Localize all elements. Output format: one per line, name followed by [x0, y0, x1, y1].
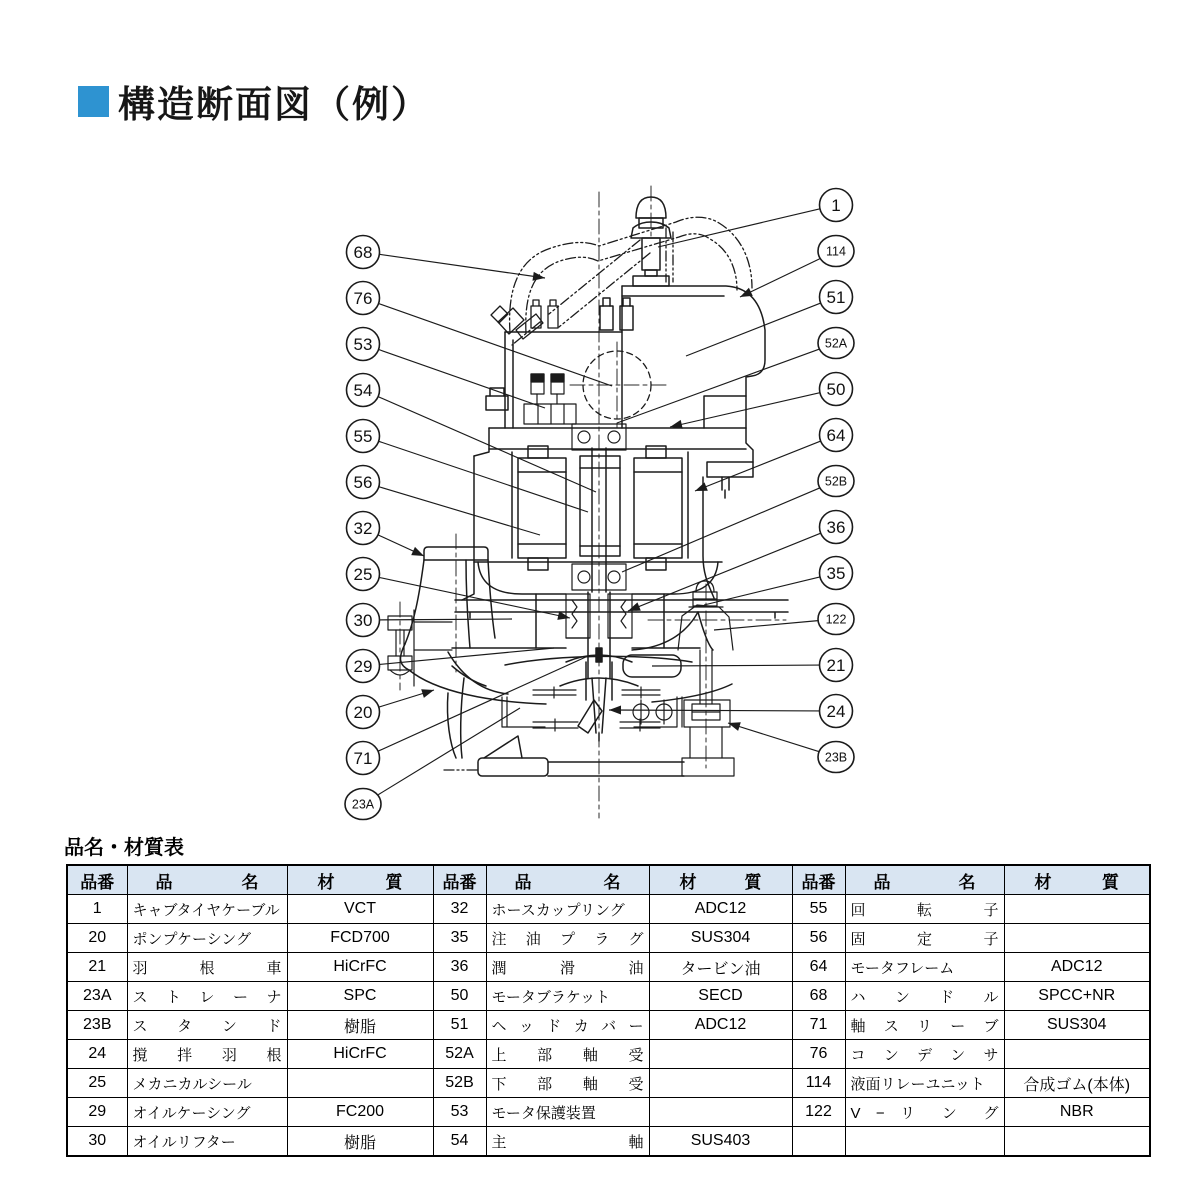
callout-number: 122 — [825, 612, 847, 627]
callout-71 — [347, 656, 589, 775]
part-no-cell: 24 — [67, 1040, 127, 1069]
motor-protector — [524, 374, 576, 424]
part-material-cell — [287, 1069, 433, 1098]
callout-68 — [347, 236, 546, 283]
part-name-cell: ポンプケーシング — [127, 924, 287, 953]
part-no-cell: 20 — [67, 924, 127, 953]
part-name-cell — [845, 1127, 1004, 1157]
part-name-cell: 固 定 子 — [845, 924, 1004, 953]
part-no-cell: 23A — [67, 982, 127, 1011]
header-name-cell: 品 名 — [127, 865, 287, 895]
part-name-cell: 回 転 子 — [845, 895, 1004, 924]
callout-55 — [347, 420, 589, 513]
part-name-cell: モータ保護装置 — [486, 1098, 649, 1127]
callout-number: 36 — [826, 518, 846, 538]
part-no-cell: 71 — [792, 1011, 845, 1040]
callout-number: 56 — [353, 473, 373, 493]
cable-gland — [631, 197, 671, 286]
part-no-cell: 54 — [433, 1127, 486, 1157]
leader-line — [686, 303, 821, 356]
part-material-cell: 合成ゴム(本体) — [1004, 1069, 1150, 1098]
part-name-cell: 液面リレーユニット — [845, 1069, 1004, 1098]
header-no-cell: 品番 — [67, 865, 127, 895]
callout-number: 64 — [826, 426, 846, 446]
part-name-cell: 羽 根 車 — [127, 953, 287, 982]
part-name-cell: モータブラケット — [486, 982, 649, 1011]
part-material-cell — [1004, 1040, 1150, 1069]
motor-bracket-oil-casing — [455, 562, 788, 648]
table-row — [67, 895, 1150, 924]
callout-number: 52A — [824, 336, 848, 351]
leader-line — [617, 349, 819, 423]
part-no-cell: 30 — [67, 1127, 127, 1157]
header-no-cell: 品番 — [433, 865, 486, 895]
callout-number: 71 — [353, 749, 373, 769]
callout-number: 24 — [826, 702, 846, 722]
part-no-cell: 25 — [67, 1069, 127, 1098]
part-material-cell — [1004, 1127, 1150, 1157]
part-name-cell: キャブタイヤケーブル — [127, 895, 287, 924]
callout-number: 50 — [826, 380, 846, 400]
callout-number: 76 — [353, 289, 373, 309]
part-no-cell: 68 — [792, 982, 845, 1011]
table-row — [67, 1011, 1150, 1040]
leader-arrowhead — [557, 611, 571, 622]
callout-number: 21 — [826, 656, 846, 676]
part-no-cell: 23B — [67, 1011, 127, 1040]
casing-bolt-left — [388, 610, 452, 686]
callout-number: 51 — [826, 288, 846, 308]
table-row — [67, 982, 1150, 1011]
callout-number: 114 — [826, 244, 846, 259]
leader-line — [670, 393, 820, 427]
callout-number: 35 — [826, 564, 846, 584]
part-material-cell: SPC — [287, 982, 433, 1011]
part-material-cell: NBR — [1004, 1098, 1150, 1127]
table-row — [67, 953, 1150, 982]
part-no-cell: 114 — [792, 1069, 845, 1098]
part-no-cell: 36 — [433, 953, 486, 982]
callout-number: 68 — [353, 243, 373, 263]
part-name-cell: モータフレーム — [845, 953, 1004, 982]
part-material-cell: ADC12 — [649, 1011, 792, 1040]
table-row — [67, 1069, 1150, 1098]
callout-122 — [714, 604, 854, 635]
leader-line — [704, 577, 820, 605]
header-no-cell: 品番 — [792, 865, 845, 895]
stand — [682, 650, 734, 776]
part-name-cell: 潤 滑 油 — [486, 953, 649, 982]
part-name-cell: 上 部 軸 受 — [486, 1040, 649, 1069]
leader-line — [740, 259, 820, 297]
part-name-cell: 軸 ス リ ー ブ — [845, 1011, 1004, 1040]
suction-cover — [502, 687, 682, 731]
part-no-cell — [792, 1127, 845, 1157]
motor-frame — [462, 428, 753, 600]
part-material-cell: ADC12 — [1004, 953, 1150, 982]
leader-line — [652, 665, 820, 666]
callout-number: 23B — [824, 750, 848, 765]
callout-35 — [704, 557, 853, 606]
leader-arrowhead — [693, 482, 707, 495]
table-row — [67, 924, 1150, 953]
table-caption: 品名・材質表 — [64, 837, 184, 859]
callout-number: 54 — [353, 381, 373, 401]
part-no-cell: 76 — [792, 1040, 845, 1069]
part-no-cell: 64 — [792, 953, 845, 982]
part-material-cell: HiCrFC — [287, 953, 433, 982]
part-name-cell: 主 軸 — [486, 1127, 649, 1157]
header-mat-cell: 材 質 — [1004, 865, 1150, 895]
part-name-cell: コ ン デ ン サ — [845, 1040, 1004, 1069]
part-material-cell: SUS403 — [649, 1127, 792, 1157]
leader-line — [379, 441, 588, 512]
callout-30 — [347, 604, 513, 637]
callout-number: 20 — [353, 703, 373, 723]
rotor — [580, 456, 620, 556]
callout-21 — [652, 649, 853, 682]
callout-number: 52B — [824, 474, 848, 489]
part-material-cell: HiCrFC — [287, 1040, 433, 1069]
callout-54 — [347, 374, 597, 493]
callout-32 — [347, 512, 426, 561]
callout-number: 53 — [353, 335, 373, 355]
leader-line — [728, 723, 819, 752]
callout-52B — [622, 466, 854, 573]
header-name-cell: 品 名 — [845, 865, 1004, 895]
section-title-text: 構造断面図（例） — [118, 84, 430, 125]
part-material-cell: VCT — [287, 895, 433, 924]
impeller — [560, 655, 681, 700]
part-no-cell: 56 — [792, 924, 845, 953]
callout-number: 30 — [353, 611, 373, 631]
part-name-cell: ヘ ッ ド カ バ ー — [486, 1011, 649, 1040]
part-no-cell: 55 — [792, 895, 845, 924]
part-material-cell: SPCC+NR — [1004, 982, 1150, 1011]
callout-number: 55 — [353, 427, 373, 447]
agitator — [578, 678, 606, 741]
part-material-cell: 樹脂 — [287, 1127, 433, 1157]
part-name-cell: オイルリフター — [127, 1127, 287, 1157]
leader-line — [379, 254, 545, 278]
part-no-cell: 21 — [67, 953, 127, 982]
leader-line — [379, 487, 540, 535]
part-material-cell — [649, 1069, 792, 1098]
part-material-cell: SECD — [649, 982, 792, 1011]
cable-clamp — [491, 300, 558, 339]
part-no-cell: 35 — [433, 924, 486, 953]
part-no-cell: 29 — [67, 1098, 127, 1127]
part-no-cell: 122 — [792, 1098, 845, 1127]
leader-arrowhead — [421, 686, 435, 698]
part-material-cell: SUS304 — [1004, 1011, 1150, 1040]
table-row — [67, 1127, 1150, 1157]
callout-52A — [617, 328, 854, 424]
part-material-cell: FC200 — [287, 1098, 433, 1127]
part-material-cell: SUS304 — [649, 924, 792, 953]
part-no-cell: 1 — [67, 895, 127, 924]
table-row — [67, 1040, 1150, 1069]
leader-line — [622, 488, 819, 572]
header-mat-cell: 材 質 — [287, 865, 433, 895]
part-name-cell: ス ト レ ー ナ — [127, 982, 287, 1011]
leader-line — [379, 303, 612, 386]
leader-line — [378, 708, 520, 795]
part-name-cell: 注 油 プ ラ グ — [486, 924, 649, 953]
callout-number: 32 — [353, 519, 373, 539]
part-no-cell: 52B — [433, 1069, 486, 1098]
part-material-cell — [649, 1040, 792, 1069]
callout-29 — [347, 648, 555, 683]
header-name-cell: 品 名 — [486, 865, 649, 895]
part-material-cell: FCD700 — [287, 924, 433, 953]
part-name-cell: ス タ ン ド — [127, 1011, 287, 1040]
callout-76 — [347, 282, 613, 387]
callout-number: 1 — [831, 196, 841, 216]
part-material-cell: 樹脂 — [287, 1011, 433, 1040]
part-name-cell: 撹 拌 羽 根 — [127, 1040, 287, 1069]
callout-20 — [347, 686, 436, 729]
table-header-row — [67, 865, 1150, 895]
table-row — [67, 1098, 1150, 1127]
leader-arrowhead — [669, 420, 683, 431]
part-name-cell: 下 部 軸 受 — [486, 1069, 649, 1098]
parts-materials-table — [66, 864, 1151, 1157]
part-material-cell — [649, 1098, 792, 1127]
part-material-cell — [1004, 895, 1150, 924]
callout-number: 25 — [353, 565, 373, 585]
stator — [518, 446, 682, 570]
part-no-cell: 52A — [433, 1040, 486, 1069]
part-name-cell: ハ ン ド ル — [845, 982, 1004, 1011]
part-name-cell: メカニカルシール — [127, 1069, 287, 1098]
leader-arrowhead — [727, 719, 741, 731]
part-name-cell: オイルケーシング — [127, 1098, 287, 1127]
part-name-cell: V − リ ン グ — [845, 1098, 1004, 1127]
part-name-cell: ホースカップリング — [486, 895, 649, 924]
part-material-cell: ADC12 — [649, 895, 792, 924]
callout-number: 23A — [351, 797, 375, 812]
leader-arrowhead — [626, 602, 640, 615]
part-material-cell — [1004, 924, 1150, 953]
part-no-cell: 32 — [433, 895, 486, 924]
leader-arrowhead — [609, 706, 621, 715]
header-mat-cell: 材 質 — [649, 865, 792, 895]
callout-number: 29 — [353, 657, 373, 677]
part-no-cell: 53 — [433, 1098, 486, 1127]
leader-line — [379, 349, 545, 408]
part-material-cell: タービン油 — [649, 953, 792, 982]
part-no-cell: 50 — [433, 982, 486, 1011]
part-no-cell: 51 — [433, 1011, 486, 1040]
